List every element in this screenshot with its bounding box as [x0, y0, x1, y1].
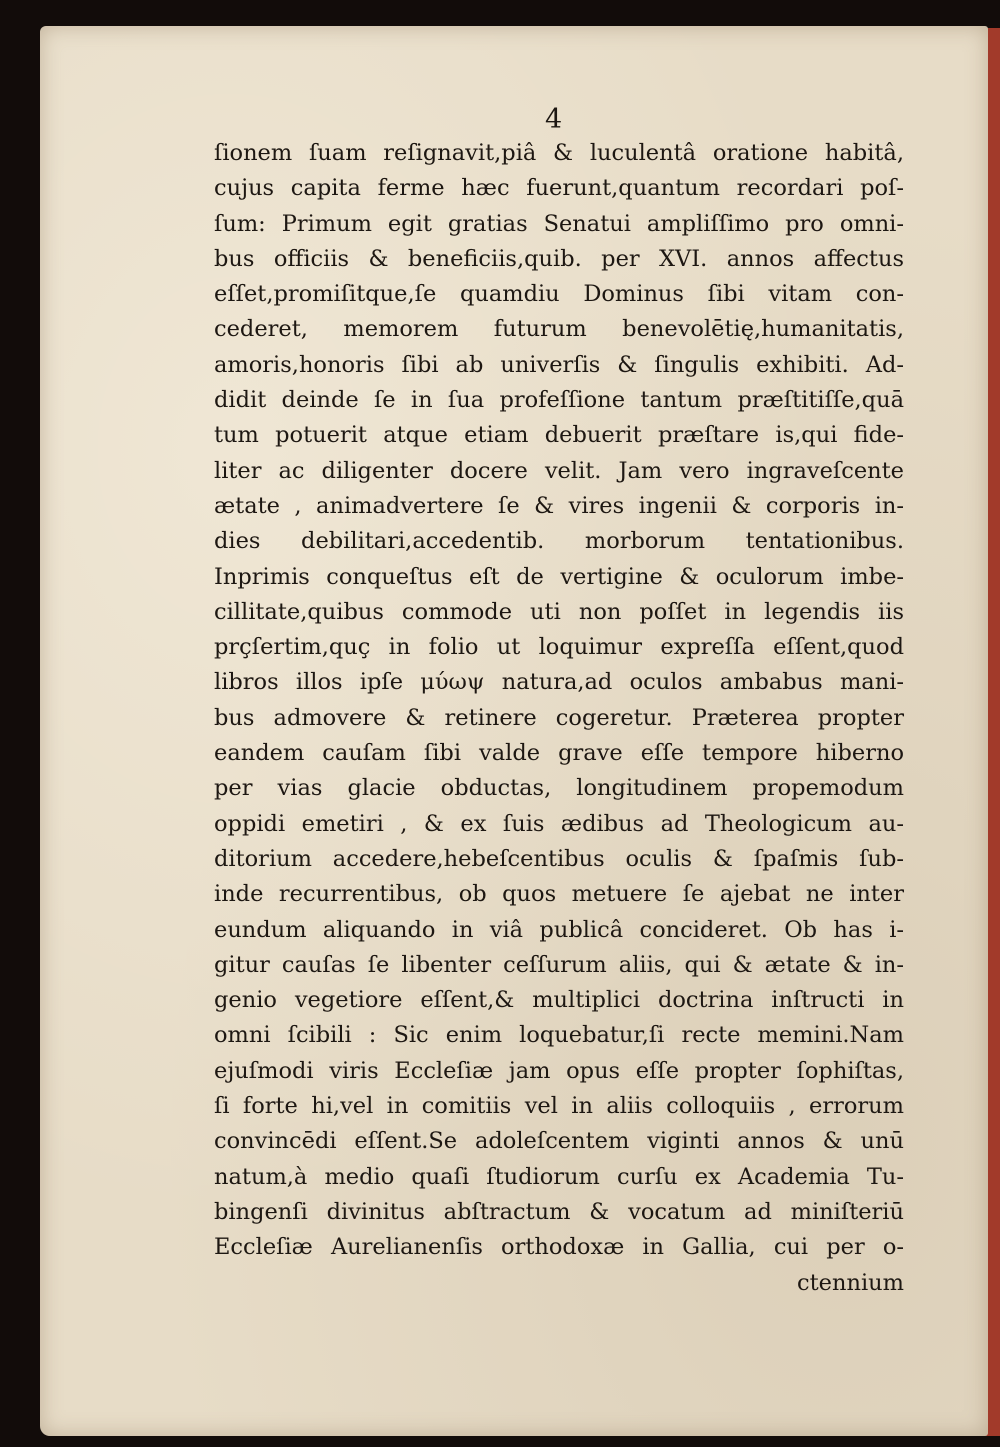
text-line: genio vegetiore eſſent,& multiplici doctrina inſtructi in [214, 987, 904, 1014]
page-number: 4 [545, 104, 563, 135]
text-line: ſionem ſuam reſignavit,piâ & luculentâ oratione habitâ, [214, 140, 904, 166]
text-line: natum,à medio quaſi ſtudiorum curſu ex Academia Tu- [214, 1163, 904, 1190]
page-text [214, 136, 904, 1301]
text-line: eſſet,promiſitque,ſe quamdiu Dominus ſibi vitam con- [214, 281, 904, 308]
text-line: cillitate,quibus commode uti non poſſet in legendis iis [214, 598, 904, 625]
text-line: ditorium accedere,hebeſcentibus oculis & ſpaſmis ſub- [214, 845, 904, 872]
text-line: inde recurrentibus, ob quos metuere ſe ajebat ne inter [214, 881, 904, 908]
text-line: ſi forte hi,vel in comitiis vel in aliis colloquiis , errorum [214, 1093, 904, 1120]
text-line: bus officiis & beneficiis,quib. per XVI. annos affectus [214, 245, 904, 272]
text-line: oppidi emetiri , & ex ſuis ædibus ad Theologicum au- [214, 810, 904, 837]
text-line: liter ac diligenter docere velit. Jam vero ingraveſcente [214, 457, 904, 484]
text-line: cederet, memorem futurum benevolētię,humanitatis, [214, 316, 904, 343]
text-line: convincēdi eſſent.Se adoleſcentem viginti annos & unū [214, 1128, 904, 1155]
text-line: omni ſcibili : Sic enim loquebatur,ſi recte memini.Nam [214, 1022, 904, 1049]
text-line: Eccleſiæ Aurelianenſis orthodoxæ in Gallia, cui per o- [214, 1234, 904, 1261]
text-line: amoris,honoris ſibi ab univerſis & ſingulis exhibiti. Ad- [214, 351, 904, 378]
text-line: prçſertim,quç in folio ut loquimur expreſſa eſſent,quod [214, 634, 904, 661]
text-line: bus admovere & retinere cogeretur. Præterea propter [214, 704, 904, 731]
text-line: ſum: Primum egit gratias Senatui ampliſſimo pro omni- [214, 210, 904, 237]
text-line: eandem cauſam ſibi valde grave eſſe tempore hiberno [214, 740, 904, 767]
text-line: ætate , animadvertere ſe & vires ingenii & corporis in- [214, 492, 904, 519]
text-line: dies debilitari,accedentib. morborum tentationibus. [214, 528, 904, 555]
catchword: ctennium [797, 1269, 904, 1296]
text-line: tum potuerit atque etiam debuerit præſtare is,qui fide- [214, 422, 904, 449]
text-line: per vias glacie obductas, longitudinem propemodum [214, 775, 904, 802]
text-line: eundum aliquando in viâ publicâ concideret. Ob has i- [214, 916, 904, 943]
text-line: gitur cauſas ſe libenter ceſſurum aliis, qui & ætate & in- [214, 951, 904, 978]
text-line: bingenſi divinitus abſtractum & vocatum ad miniſteriū [214, 1198, 904, 1225]
text-line: ejuſmodi viris Eccleſiæ jam opus eſſe propter ſophiſtas, [214, 1057, 904, 1084]
text-line: cujus capita ferme hæc fuerunt,quantum recordari poſ- [214, 175, 904, 202]
text-line: didit deinde ſe in ſua profeſſione tantum præſtitiſſe,quā [214, 387, 904, 414]
text-line: libros illos ipſe μύωψ natura,ad oculos ambabus mani- [214, 669, 904, 696]
text-line: Inprimis conqueſtus eſt de vertigine & oculorum imbe- [214, 563, 904, 590]
